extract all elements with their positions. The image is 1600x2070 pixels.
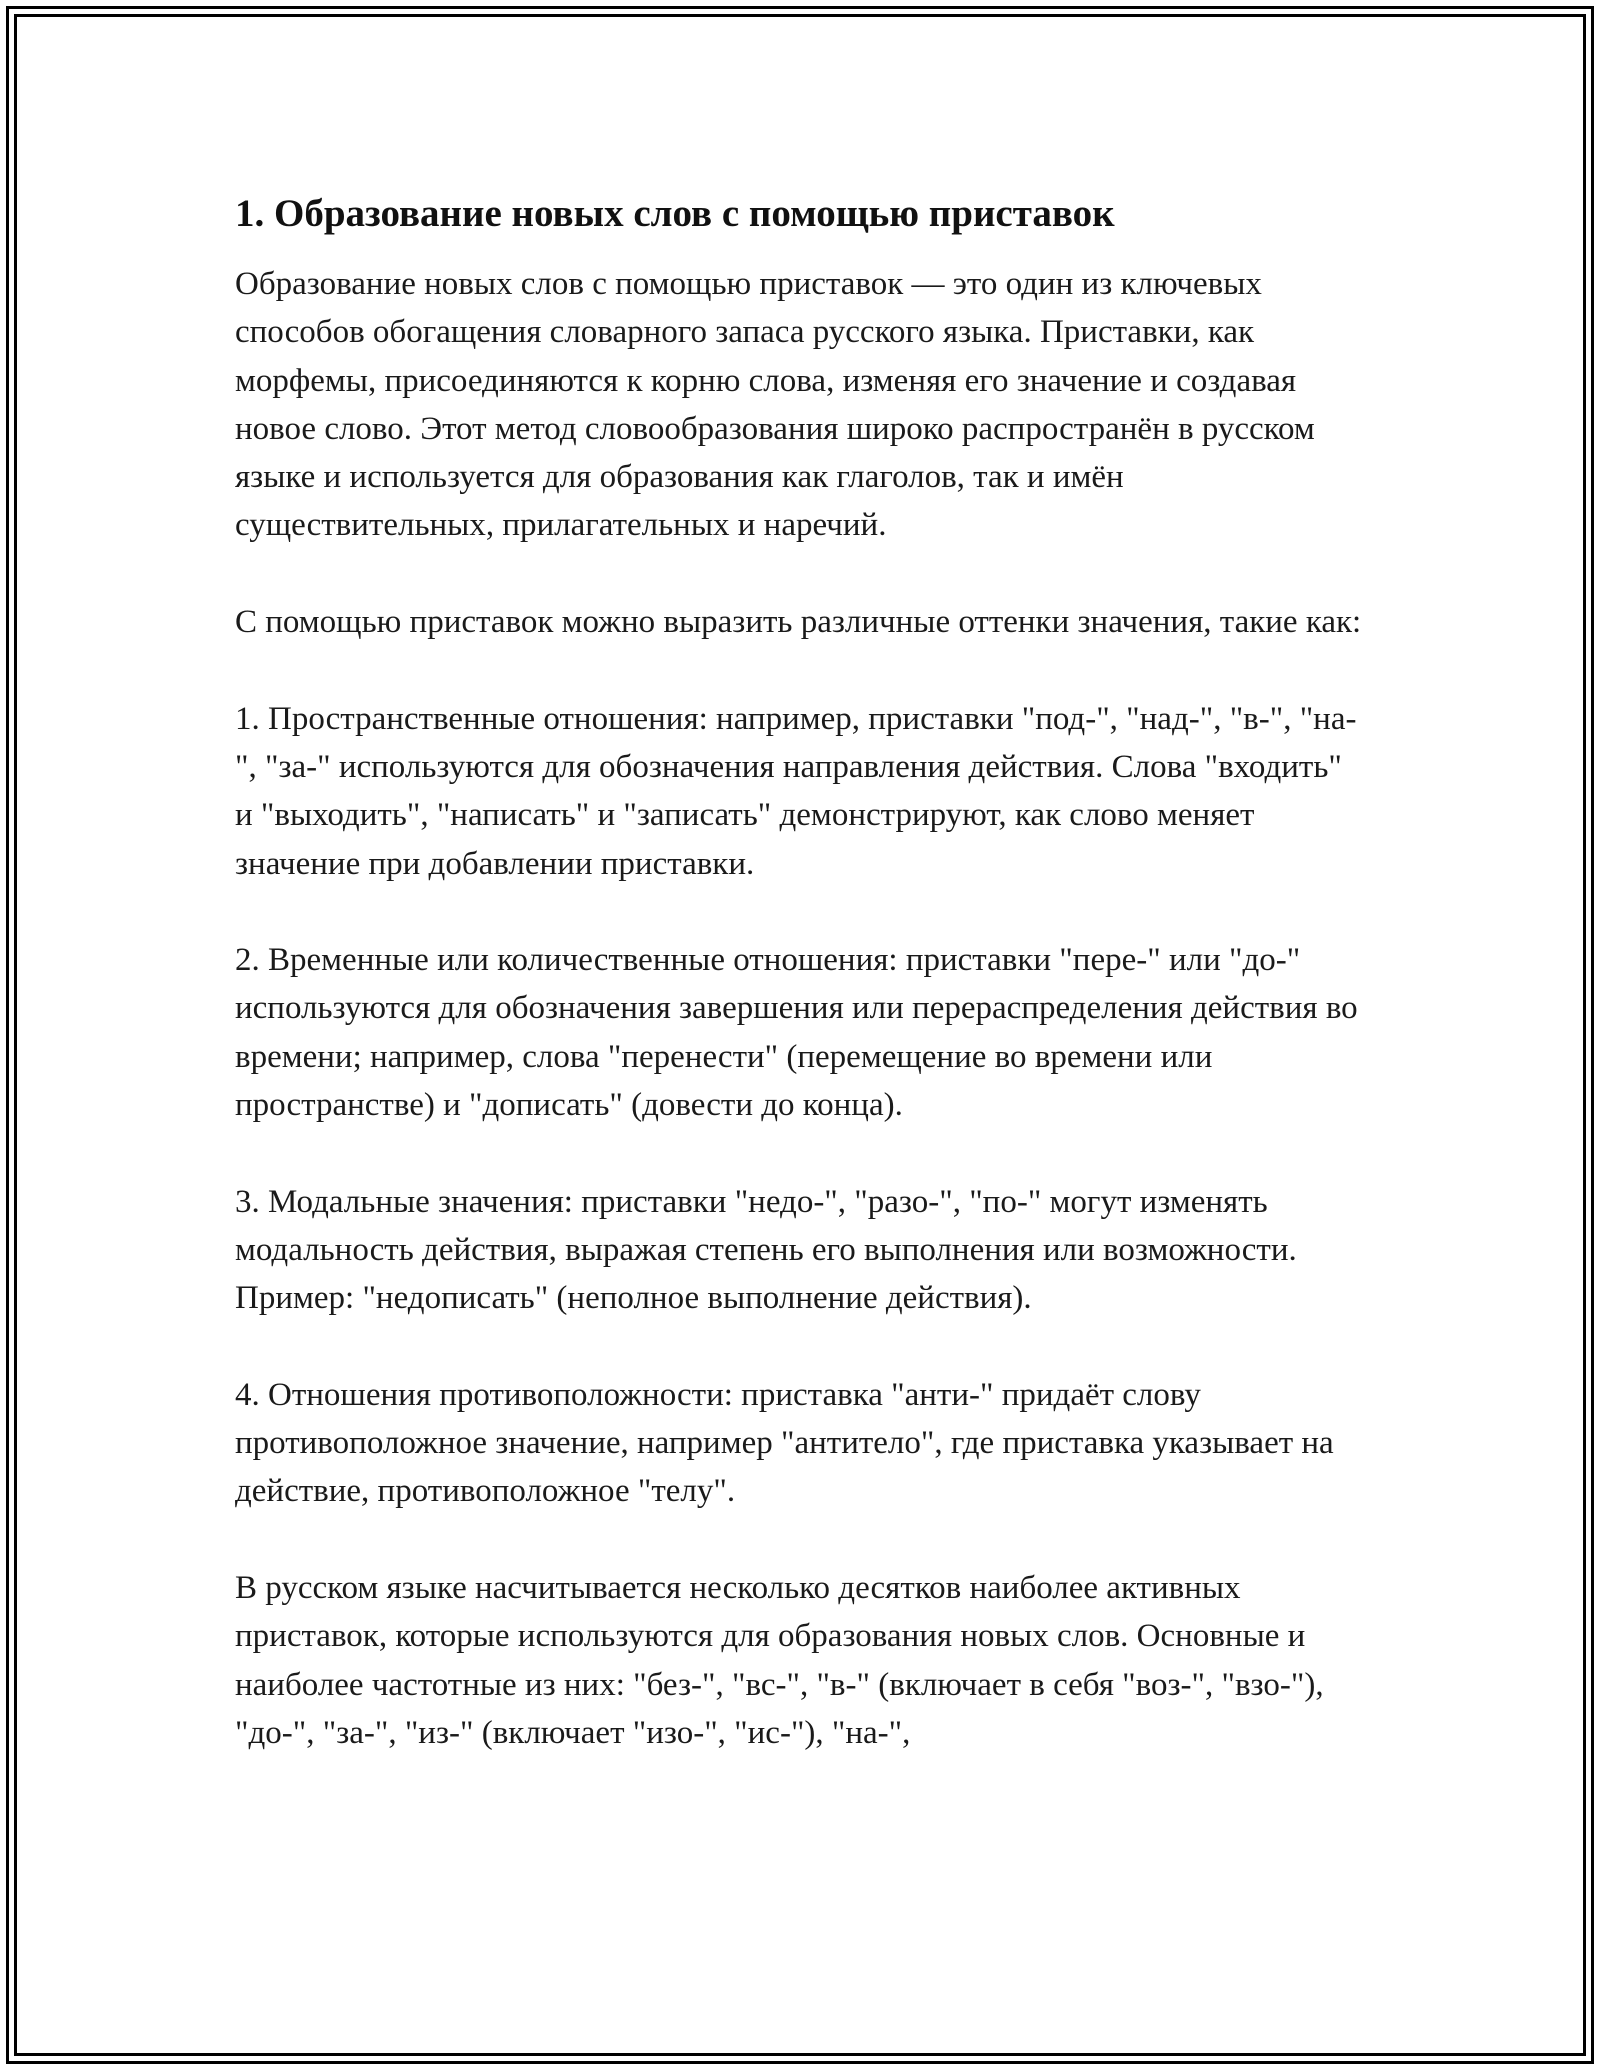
paragraph-spacer xyxy=(235,1516,1365,1564)
document-body xyxy=(235,188,1365,1757)
paragraph-prefix-list: В русском языке насчитывается несколько десятков наиболее активных приставок, которые используются для образования новых слов. Основные и наиболее частотные из них: "без-", "вс-", "в-" (включает в себя "воз-", "взо-"), "до-", "за-", "из-" (включает "изо-", "ис-"), "на-", xyxy=(235,1570,1324,1751)
list-item-modal: 3. Модальные значения: приставки "недо-", "разо-", "по-" могут изменять модальность действия, выражая степень его выполнения или возможности. Пример: "недописать" (неполное выполнение действия). xyxy=(235,1183,1297,1317)
paragraph-meanings-intro: С помощью приставок можно выразить различные оттенки значения, такие как: xyxy=(235,604,1362,641)
paragraph-spacer xyxy=(235,1129,1365,1177)
paragraph-spacer xyxy=(235,646,1365,694)
paragraph-spacer xyxy=(235,888,1365,936)
paragraph-intro: Образование новых слов с помощью приставок — это один из ключевых способов обогащения словарного запаса русского языка. Приставки, как морфемы, присоединяются к корню слова, изменяя его значение и создавая новое слово. Этот метод словообразования широко распространён в русском языке и используется для образования как глаголов, так и имён существительных, прилагательных и наречий. xyxy=(235,266,1315,544)
list-item-opposition: 4. Отношения противоположности: приставка "анти-" придаёт слову противоположное значение, например "антитело", где приставка указывает на действие, противоположное "телу". xyxy=(235,1376,1334,1510)
section-heading: 1. Образование новых слов с помощью приставок xyxy=(235,192,1115,235)
list-item-spatial: 1. Пространственные отношения: например, приставки "под-", "над-", "в-", "на-", "за-" используются для обозначения направления действия. Слова "входить" и "выходить", "написать" и "записать" демонстрируют, как слово меняет значение при добавлении приставки. xyxy=(235,700,1357,882)
list-item-temporal: 2. Временные или количественные отношения: приставки "пере-" или "до-" используются для обозначения завершения или перераспределения действия во времени; например, слова "перенести" (перемещение во времени или пространстве) и "дописать" (довести до конца). xyxy=(235,942,1358,1124)
paragraph-spacer xyxy=(235,550,1365,598)
paragraph-spacer xyxy=(235,1323,1365,1371)
